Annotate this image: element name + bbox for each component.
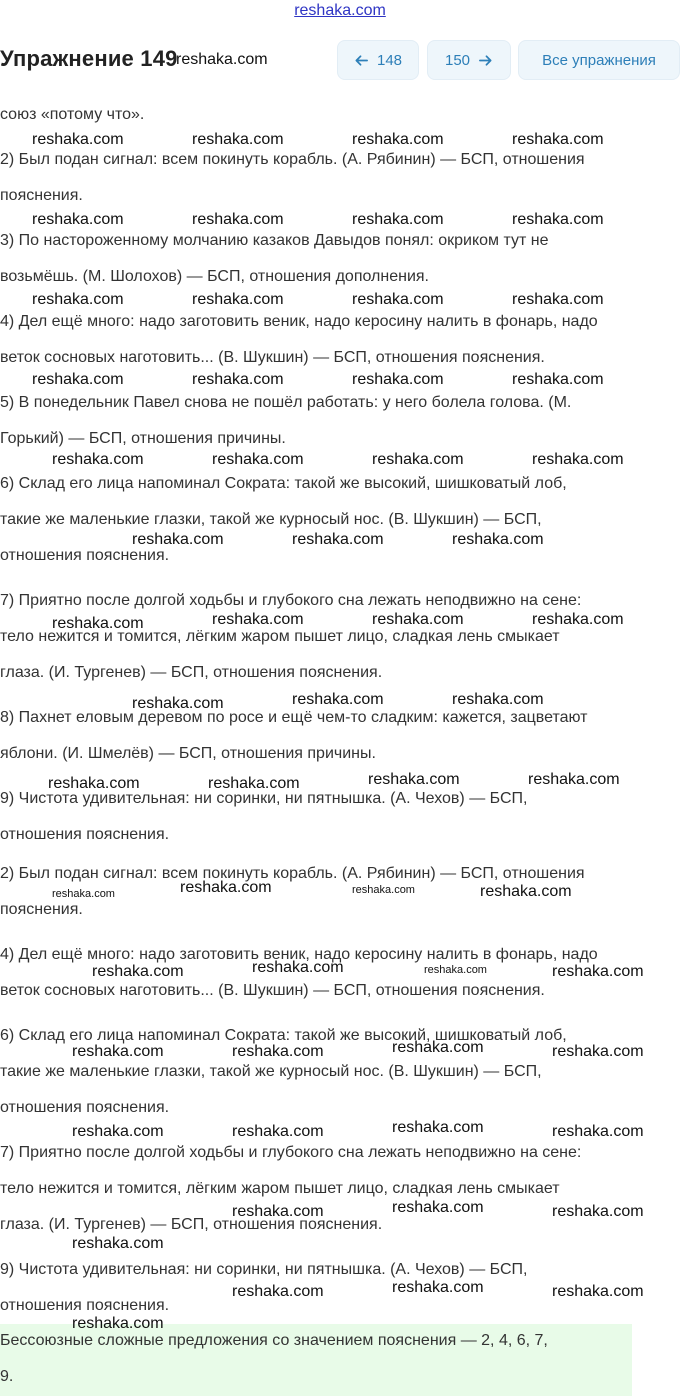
watermark: reshaka.com <box>48 775 140 792</box>
watermark: reshaka.com <box>192 371 284 388</box>
watermark: reshaka.com <box>452 531 544 548</box>
arrow-left-icon <box>354 53 369 68</box>
watermark: reshaka.com <box>532 451 624 468</box>
next-exercise-label: 150 <box>444 51 471 69</box>
watermark: reshaka.com <box>232 1203 324 1220</box>
answer-line: Бессоюзные сложные предложения со значением пояснения — 2, 4, 6, 7, <box>0 1332 548 1349</box>
watermark: reshaka.com <box>352 884 415 896</box>
prev-exercise-label: 148 <box>376 51 403 69</box>
watermark: reshaka.com <box>32 371 124 388</box>
text-line: яблони. (И. Шмелёв) — БСП, отношения причины. <box>0 745 376 762</box>
watermark: reshaka.com <box>32 291 124 308</box>
watermark: reshaka.com <box>208 775 300 792</box>
watermark: reshaka.com <box>52 888 115 900</box>
text-line: глаза. (И. Тургенев) — БСП, отношения пояснения. <box>0 1216 383 1233</box>
watermark: reshaka.com <box>72 1043 164 1060</box>
text-line: пояснения. <box>0 901 83 918</box>
all-exercises-button[interactable] <box>518 40 680 80</box>
text-line: 7) Приятно после долгой ходьбы и глубокого сна лежать неподвижно на сене: <box>0 1144 582 1161</box>
text-line: 5) В понедельник Павел снова не пошёл работать: у него болела голова. (М. <box>0 394 572 411</box>
site-link[interactable]: reshaka.com <box>294 2 386 19</box>
watermark: reshaka.com <box>392 1199 484 1216</box>
watermark: reshaka.com <box>372 451 464 468</box>
watermark: reshaka.com <box>180 879 272 896</box>
watermark: reshaka.com <box>72 1315 164 1332</box>
watermark: reshaka.com <box>392 1119 484 1136</box>
watermark: reshaka.com <box>72 1235 164 1252</box>
text-line: Горький) — БСП, отношения причины. <box>0 430 286 447</box>
watermark: reshaka.com <box>212 611 304 628</box>
watermark: reshaka.com <box>32 131 124 148</box>
next-exercise-button[interactable] <box>427 40 511 80</box>
watermark: reshaka.com <box>368 771 460 788</box>
watermark: reshaka.com <box>232 1283 324 1300</box>
watermark: reshaka.com <box>552 1203 644 1220</box>
text-line: отношения пояснения. <box>0 547 170 564</box>
watermark: reshaka.com <box>32 211 124 228</box>
text-line: отношения пояснения. <box>0 826 170 843</box>
watermark: reshaka.com <box>452 691 544 708</box>
watermark: reshaka.com <box>72 1123 164 1140</box>
text-line: пояснения. <box>0 187 83 204</box>
watermark: reshaka.com <box>352 131 444 148</box>
text-line: 4) Дел ещё много: надо заготовить веник, надо керосину налить в фонарь, надо <box>0 313 598 330</box>
watermark: reshaka.com <box>352 291 444 308</box>
text-line: глаза. (И. Тургенев) — БСП, отношения пояснения. <box>0 664 383 681</box>
watermark: reshaka.com <box>232 1043 324 1060</box>
watermark: reshaka.com <box>52 615 144 632</box>
watermark: reshaka.com <box>132 531 224 548</box>
watermark: reshaka.com <box>352 371 444 388</box>
watermark: reshaka.com <box>372 611 464 628</box>
watermark: reshaka.com <box>512 291 604 308</box>
watermark: reshaka.com <box>532 611 624 628</box>
watermark: reshaka.com <box>552 1123 644 1140</box>
text-line: 3) По настороженному молчанию казаков Давыдов понял: окриком тут не <box>0 232 549 249</box>
text-line: 6) Склад его лица напоминал Сократа: такой же высокий, шишковатый лоб, <box>0 475 567 492</box>
watermark: reshaka.com <box>192 291 284 308</box>
watermark: reshaka.com <box>392 1039 484 1056</box>
text-line: 7) Приятно после долгой ходьбы и глубокого сна лежать неподвижно на сене: <box>0 592 582 609</box>
watermark: reshaka.com <box>552 1043 644 1060</box>
text-line: веток сосновых наготовить... (В. Шукшин) — БСП, отношения пояснения. <box>0 349 545 366</box>
watermark: reshaka.com <box>92 963 184 980</box>
page-title: Упражнение 149 <box>0 46 178 71</box>
watermark: reshaka.com <box>252 959 344 976</box>
text-line: веток сосновых наготовить... (В. Шукшин) — БСП, отношения пояснения. <box>0 982 545 999</box>
text-line: отношения пояснения. <box>0 1297 170 1314</box>
watermark: reshaka.com <box>292 691 384 708</box>
text-line: тело нежится и томится, лёгким жаром пышет лицо, сладкая лень смыкает <box>0 628 560 645</box>
watermark: reshaka.com <box>528 771 620 788</box>
arrow-right-icon <box>478 53 493 68</box>
text-line: 2) Был подан сигнал: всем покинуть корабль. (А. Рябинин) — БСП, отношения <box>0 865 585 882</box>
watermark: reshaka.com <box>552 963 644 980</box>
watermark: reshaka.com <box>176 51 268 68</box>
watermark: reshaka.com <box>424 964 487 976</box>
watermark: reshaka.com <box>552 1283 644 1300</box>
text-line: 6) Склад его лица напоминал Сократа: такой же высокий, шишковатый лоб, <box>0 1027 567 1044</box>
watermark: reshaka.com <box>192 211 284 228</box>
watermark: reshaka.com <box>512 371 604 388</box>
text-line: такие же маленькие глазки, такой же курносый нос. (В. Шукшин) — БСП, <box>0 511 542 528</box>
watermark: reshaka.com <box>212 451 304 468</box>
watermark: reshaka.com <box>392 1279 484 1296</box>
text-line: 8) Пахнет еловым деревом по росе и ещё чем-то сладким: кажется, зацветают <box>0 709 588 726</box>
text-line: союз «потому что». <box>0 106 145 123</box>
watermark: reshaka.com <box>192 131 284 148</box>
watermark: reshaka.com <box>132 695 224 712</box>
answer-line: 9. <box>0 1368 14 1385</box>
watermark: reshaka.com <box>512 131 604 148</box>
watermark: reshaka.com <box>52 451 144 468</box>
text-line: 9) Чистота удивительная: ни соринки, ни пятнышка. (А. Чехов) — БСП, <box>0 1261 528 1278</box>
watermark: reshaka.com <box>480 883 572 900</box>
watermark: reshaka.com <box>232 1123 324 1140</box>
watermark: reshaka.com <box>352 211 444 228</box>
text-line: отношения пояснения. <box>0 1099 170 1116</box>
text-line: 9) Чистота удивительная: ни соринки, ни пятнышка. (А. Чехов) — БСП, <box>0 790 528 807</box>
text-line: 4) Дел ещё много: надо заготовить веник, надо керосину налить в фонарь, надо <box>0 946 598 963</box>
watermark: reshaka.com <box>512 211 604 228</box>
text-line: 2) Был подан сигнал: всем покинуть корабль. (А. Рябинин) — БСП, отношения <box>0 151 585 168</box>
prev-exercise-button[interactable] <box>337 40 419 80</box>
text-line: возьмёшь. (М. Шолохов) — БСП, отношения дополнения. <box>0 268 429 285</box>
text-line: тело нежится и томится, лёгким жаром пышет лицо, сладкая лень смыкает <box>0 1180 560 1197</box>
text-line: такие же маленькие глазки, такой же курносый нос. (В. Шукшин) — БСП, <box>0 1063 542 1080</box>
all-exercises-label: Все упражнения <box>542 51 656 69</box>
watermark: reshaka.com <box>292 531 384 548</box>
